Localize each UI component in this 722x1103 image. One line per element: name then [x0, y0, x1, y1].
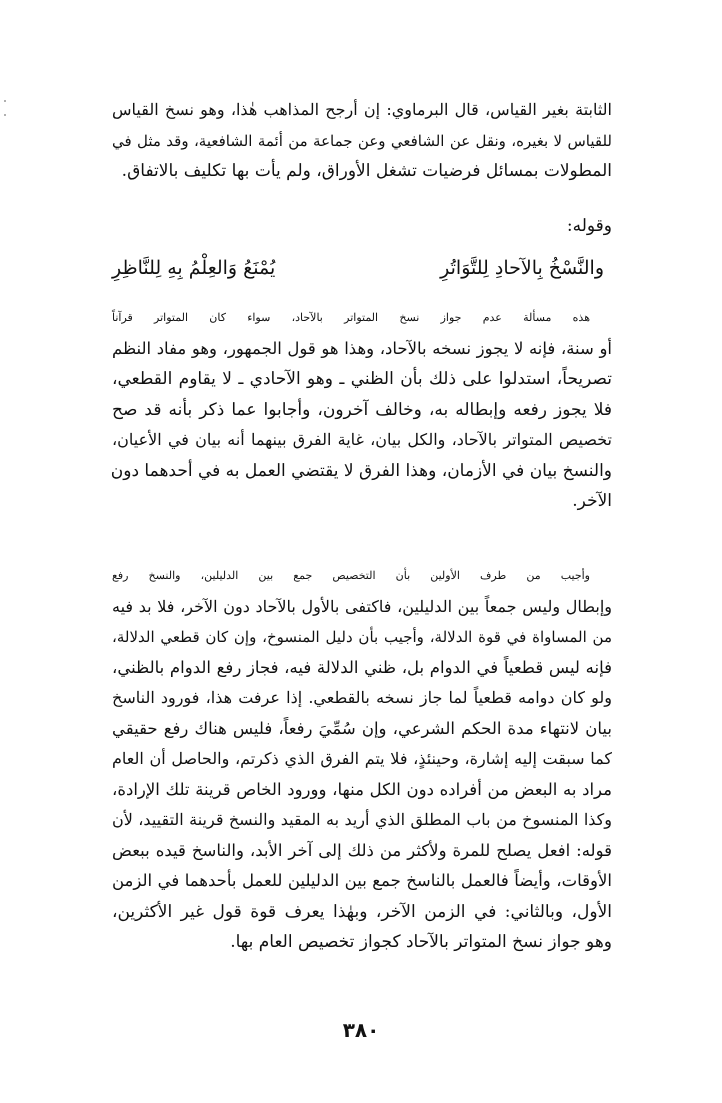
- commentary-paragraph-2: [112, 561, 612, 958]
- verse-first-hemistich: والنَّسْخُ بِالآحادِ لِلتَّوَاتُرِ: [440, 257, 604, 279]
- text-line: مراد به البعض من أفراده دون الكل منها، وورود الخاص قرينة تلك الإرادة،: [112, 779, 612, 799]
- text-line: الأول، وبالثاني: في الزمن الآخر، وبهٰذا يعرف قوة قول غير الأكثرين،: [112, 901, 612, 922]
- text-line: وإبطال وليس جمعاً بين الدليلين، فاكتفى بالأول بالآحاد دون الآخر، فلا بد فيه: [112, 596, 612, 616]
- page-number: ٣٨٠: [342, 1018, 380, 1042]
- text-line: فإنه ليس قطعياً في الدوام بل، ظني الدلالة فيه، فجاز رفع الدوام بالظني،: [112, 657, 612, 677]
- intro-paragraph: [112, 95, 612, 187]
- text-line: وهو جواز نسخ المتواتر بالآحاد كجواز تخصيص العام بها.: [230, 932, 612, 952]
- text-line: أو سنة، فإنه لا يجوز نسخه بالآحاد، وهذا هو قول الجمهور، وهو مفاد النظم: [112, 338, 612, 358]
- text-line: الثابتة بغير القياس، قال البرماوي: إن أرجح المذاهب هٰذا، وهو نسخ القياس: [112, 100, 613, 119]
- text-line: للقياس لا بغيره، ونقل عن الشافعي وعن جماعة من أئمة الشافعية، وقد مثل في: [112, 131, 612, 150]
- text-line: وكذا المنسوخ من باب المطلق الذي أريد به المقيد والنسخ قرينة التقييد، لأن: [112, 810, 612, 829]
- text-line: ولو كان دوامه قطعياً لما جاز نسخه بالقطعي. إذا عرفت هذا، فورود الناسخ: [112, 688, 612, 707]
- text-line: الآخر.: [572, 491, 612, 511]
- text-line: قوله: افعل يصلح للمرة ولأكثر من ذلك إلى آخر الأبد، والناسخ قيده ببعض: [112, 840, 612, 860]
- text-line: من المساواة في قوة الدلالة، وأجيب بأن دليل المنسوخ، وإن كان قطعي الدلالة،: [112, 628, 612, 646]
- verse-second-hemistich: يُمْنَعُ وَالعِلْمُ بِهِ لِلنَّاظِرِ: [112, 257, 276, 279]
- margin-mark: [4, 114, 6, 116]
- text-line: بيان لانتهاء مدة الحكم الشرعي، وإن سُمِّيَ رفعاً، فليس هناك رفع حقيقي: [112, 718, 612, 738]
- margin-mark: [4, 100, 6, 102]
- text-line: وأجيب من طرف الأولين بأن التخصيص جمع بين الدليلين، والنسخ رفع: [112, 569, 590, 582]
- verse-intro-label: وقوله:: [566, 216, 612, 236]
- commentary-paragraph-1: [112, 303, 612, 517]
- text-line: تصريحاً، استدلوا على ذلك بأن الظني ـ وهو الآحادي ـ لا يقاوم القطعي،: [112, 369, 612, 389]
- text-line: الأوقات، وأيضاً فالعمل بالناسخ جمع بين الدليلين للعمل بأحدهما في الزمن: [112, 871, 612, 890]
- text-line: فلا يجوز رفعه وإبطاله به، وخالف آخرون، وأجابوا عما ذكر بأنه قد صح: [112, 399, 612, 420]
- text-line: كما سبقت إليه إشارة، وحينئذٍ، فلا يتم الفرق الذي ذكرتم، والحاصل أن العام: [112, 749, 612, 768]
- text-line: هذه مسألة عدم جواز نسخ المتواتر بالآحاد، سواء كان المتواتر قرآناً: [112, 311, 590, 324]
- text-line: والنسخ بيان في الأزمان، وهذا الفرق لا يقتضي العمل به في أحدهما دون: [110, 460, 612, 481]
- text-line: تخصيص المتواتر بالآحاد، والكل بيان، غاية الفرق بينهما أنه بيان في الأعيان،: [112, 430, 612, 449]
- text-line: المطولات بمسائل فرضيات تشغل الأوراق، ولم يأت بها تكليف بالاتفاق.: [121, 161, 612, 181]
